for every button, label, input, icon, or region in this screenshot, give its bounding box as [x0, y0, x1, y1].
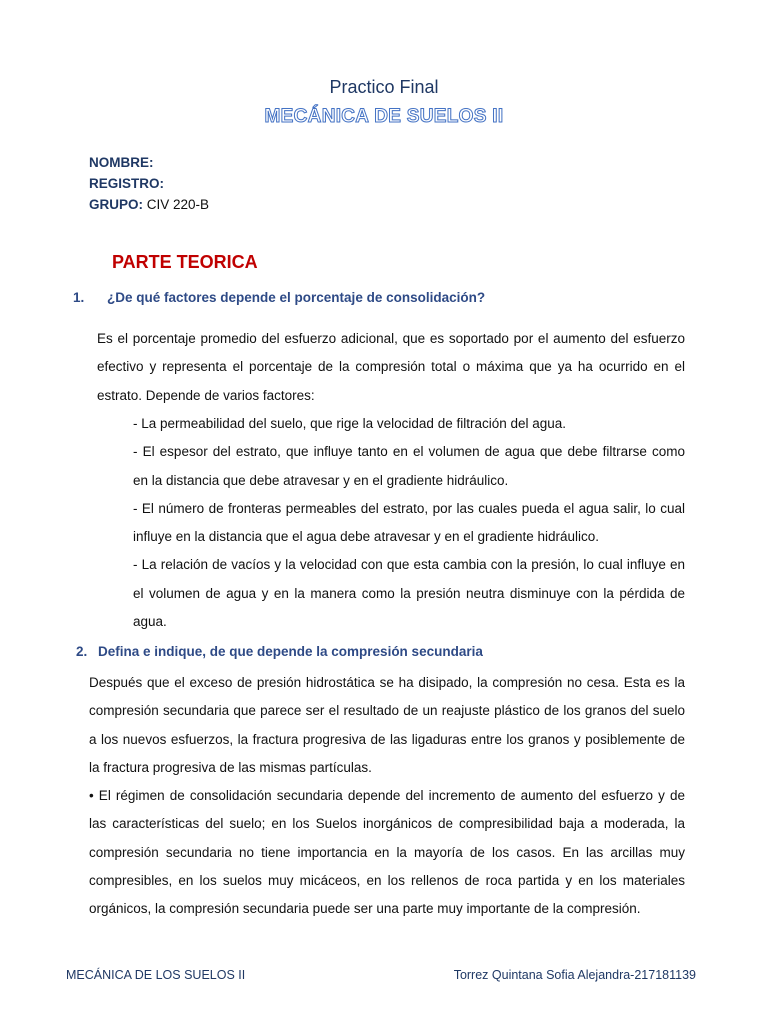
factor-line: agua. [133, 614, 167, 630]
answer-2 [89, 669, 685, 924]
footer-course: MECÁNICA DE LOS SUELOS II [66, 968, 246, 982]
nombre-label: NOMBRE: [89, 155, 154, 170]
footer-author: Torrez Quintana Sofia Alejandra-217181139 [453, 968, 696, 982]
answer-2-line: • El régimen de consolidación secundaria depende del incremento de aumento del esfuerzo y de [89, 788, 685, 804]
student-info [89, 152, 209, 215]
question-1 [73, 288, 84, 308]
question-2-number: 2. [76, 644, 88, 659]
answer-2-line: Después que el exceso de presión hidrostática se ha disipado, la compresión no cesa. Esta es la [89, 675, 685, 690]
grupo-value: CIV 220-B [143, 197, 210, 212]
factor-line: - El número de fronteras permeables del estrato, por las cuales pueda el agua salir, lo cual [133, 500, 685, 516]
factor-line: - La permeabilidad del suelo, que rige la velocidad de filtración del agua. [133, 416, 567, 431]
document-title: Practico Final [329, 77, 439, 97]
registro-row [89, 173, 209, 194]
question-1-number: 1. [73, 290, 85, 305]
grupo-label: GRUPO: [89, 197, 143, 212]
question-2 [76, 642, 87, 662]
answer-2-line: a los nuevos esfuerzos, la fractura progresiva de las ligaduras entre los granos y posiblemente de [89, 731, 685, 747]
answer-2-line: compresión secundaria que parece ser el resultado de un reajuste plástico de los granos del suelo [89, 703, 685, 719]
question-2-text: Defina e indique, de que depende la compresión secundaria [98, 644, 483, 659]
factor-line: - El espesor del estrato, que influye tanto en el volumen de agua que debe filtrarse como [133, 444, 685, 460]
answer-1-intro-line: Es el porcentaje promedio del esfuerzo adicional, que es soportado por el aumento del esfuerzo [97, 331, 685, 346]
document-subtitle: MECÁNICA DE SUELOS II [264, 106, 504, 127]
question-2-text-wrap [98, 642, 483, 662]
factor-line: el volumen de agua y en la manera como la presión neutra disminuye con la pérdida de [133, 585, 685, 601]
grupo-row [89, 194, 209, 215]
section-title: PARTE TEORICA [112, 252, 258, 272]
answer-1-factors [133, 410, 685, 636]
answer-1-intro-line: efectivo y representa el porcentaje de la compresión total o máxima que ya ha ocurrido en el [97, 359, 685, 375]
answer-2-line: compresibles, en los suelos muy micáceos, en los rellenos de roca partida y en los materiales [89, 873, 685, 889]
factor-line: - La relación de vacíos y la velocidad con que esta cambia con la presión, lo cual influye en [133, 557, 685, 573]
answer-2-line: las características del suelo; en los Suelos inorgánicos de compresibilidad baja a moderada, la [89, 816, 685, 832]
question-1-text: ¿De qué factores depende el porcentaje de consolidación? [107, 290, 486, 305]
factor-line: en la distancia que debe atravesar y en el gradiente hidráulico. [133, 472, 509, 488]
question-1-text-wrap [107, 288, 485, 308]
factor-line: influye en la distancia que el agua debe atravesar y en el gradiente hidráulico. [133, 529, 600, 545]
answer-2-line: compresión secundaria no tiene importancia en la mayoría de los casos. En las arcillas muy [89, 844, 685, 860]
nombre-row [89, 152, 209, 173]
answer-2-line: orgánicos, la compresión secundaria puede ser una parte muy importante de la compresión. [89, 901, 641, 917]
registro-label: REGISTRO: [89, 176, 165, 191]
answer-2-line: la fractura progresiva de las mismas partículas. [89, 759, 372, 775]
answer-1-intro [97, 325, 685, 410]
answer-1-intro-line: estrato. Depende de varios factores: [97, 387, 315, 403]
